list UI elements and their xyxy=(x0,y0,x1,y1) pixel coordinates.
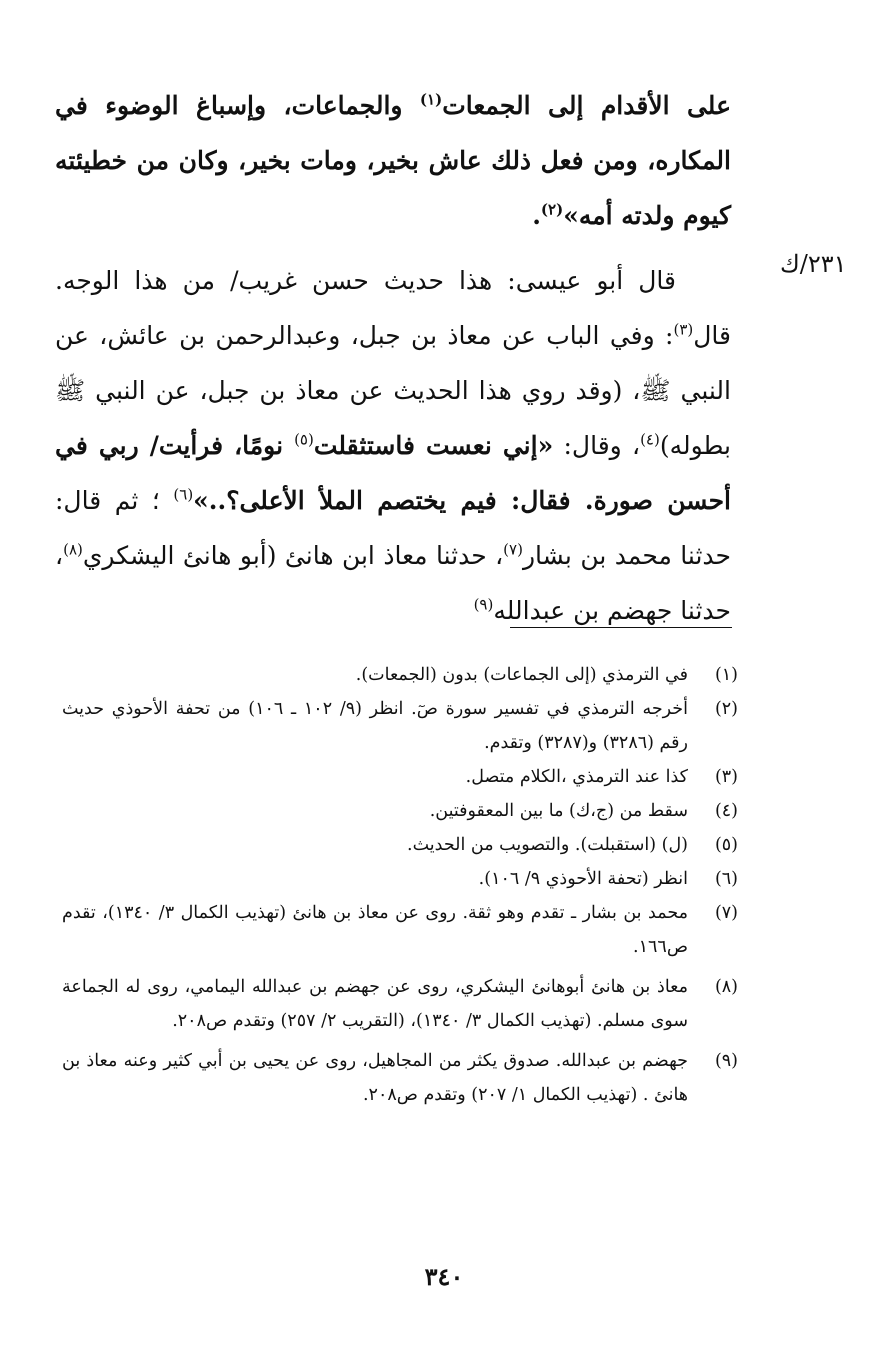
footnote-ref-1: (١) xyxy=(419,90,443,109)
text-segment: والجماعات، وإسباغ الوضوء في المكاره، ومن فعل ذلك عاش بخير، ومات بخير، وكان من خطيئته كيوم ولدته أمه» xyxy=(55,91,731,230)
footnote-ref-3: (٣) xyxy=(673,320,694,339)
footnote-number: (١) xyxy=(714,665,738,685)
footnote-separator xyxy=(510,627,732,628)
text-segment: ، حدثنا جهضم بن عبدالله xyxy=(55,541,731,625)
footnote-8 xyxy=(62,970,738,1038)
footnote-text: جهضم بن عبدالله. صدوق يكثر من المجاهيل، روى عن يحيى بن أبي كثير وعنه معاذ بن هانئ . (تهذيب الكمال ١/ ٢٠٧) وتقدم ص٢٠٨. xyxy=(62,1051,688,1105)
bold-hadith-quote: نومًا، فرأيت/ ربي في أحسن صورة. فقال: فيم يختصم الملأ الأعلى؟..» xyxy=(55,431,731,515)
paragraph-hadith-end xyxy=(55,78,731,243)
footnote-text: (ل) (استقبلت). والتصويب من الحديث. xyxy=(407,835,688,855)
text-segment: : وفي الباب عن معاذ بن جبل، وعبدالرحمن بن عائش، عن النبي ﷺ، (وقد روي هذا الحديث عن معاذ بن جبل، عن النبي ﷺ بطوله) xyxy=(55,321,731,460)
footnote-number: (٥) xyxy=(714,835,738,855)
text-segment: على الأقدام إلى الجمعات xyxy=(442,91,731,120)
margin-manuscript-reference: ٢٣١/ك xyxy=(780,250,847,278)
footnote-ref-9: (٩) xyxy=(473,595,494,614)
footnote-text: سقط من (ج،ك) ما بين المعقوفتين. xyxy=(429,801,688,821)
footnote-ref-5: (٥) xyxy=(294,430,314,449)
text-segment: ؛ ثم قال: حدثنا محمد بن بشار xyxy=(55,486,731,570)
text-segment: ، وقال: xyxy=(553,431,641,460)
footnote-ref-8: (٨) xyxy=(63,540,83,559)
footnote-text: في الترمذي (إلى الجماعات) بدون (الجمعات). xyxy=(355,665,688,685)
text-segment: ، حدثنا معاذ ابن هانئ (أبو هانئ اليشكري xyxy=(82,541,504,570)
footnote-text: أخرجه الترمذي في تفسير سورة صٓ. انظر (٩/ ١٠٢ ـ ١٠٦) من تحفة الأحوذي حديث رقم (٣٢٨٦) و(٣٢٨٧) وتقدم. xyxy=(62,699,688,753)
footnote-text: كذا عند الترمذي ،الكلام متصل. xyxy=(465,767,688,787)
footnote-5 xyxy=(62,828,738,862)
footnote-number: (٧) xyxy=(714,903,738,923)
footnote-number: (٢) xyxy=(714,699,738,719)
footnote-number: (٨) xyxy=(714,977,738,997)
footnote-2 xyxy=(62,692,738,760)
footnote-1 xyxy=(62,658,738,692)
main-text xyxy=(55,78,731,638)
footnote-number: (٤) xyxy=(714,801,738,821)
footnote-6 xyxy=(62,862,738,896)
footnote-ref-2: (٢) xyxy=(540,200,564,219)
footnote-number: (٦) xyxy=(714,869,738,889)
paragraph-commentary xyxy=(55,253,731,638)
footnote-ref-6: (٦) xyxy=(173,485,194,504)
footnote-7 xyxy=(62,896,738,964)
footnote-ref-7: (٧) xyxy=(503,540,523,559)
footnote-9 xyxy=(62,1044,738,1112)
footnote-text: محمد بن بشار ـ تقدم وهو ثقة. روى عن معاذ بن هانئ (تهذيب الكمال ٣/ ١٣٤٠)، تقدم ص١٦٦. xyxy=(62,903,688,957)
footnote-number: (٩) xyxy=(714,1051,738,1071)
footnote-text: معاذ بن هانئ أبوهانئ اليشكري، روى عن جهضم بن عبدالله اليمامي، روى له الجماعة سوى مسلم. (تهذيب الكمال ٣/ ١٣٤٠)، (التقريب ٢/ ٢٥٧) وتقدم ص٢٠٨. xyxy=(62,977,688,1031)
footnotes-list xyxy=(62,658,738,1112)
footnote-4 xyxy=(62,794,738,828)
bold-hadith-quote: «إني نعست فاستثقلت xyxy=(313,431,554,460)
text-segment: . xyxy=(532,201,541,230)
footnote-text: انظر (تحفة الأحوذي ٩/ ١٠٦). xyxy=(478,869,688,889)
page-number: ٣٤٠ xyxy=(424,1262,464,1291)
footnote-3 xyxy=(62,760,738,794)
footnote-ref-4: (٤) xyxy=(640,430,660,449)
text-segment: قال أبو عيسى: هذا حديث حسن غريب/ من هذا الوجه. قال xyxy=(55,266,731,350)
footnote-number: (٣) xyxy=(714,767,738,787)
